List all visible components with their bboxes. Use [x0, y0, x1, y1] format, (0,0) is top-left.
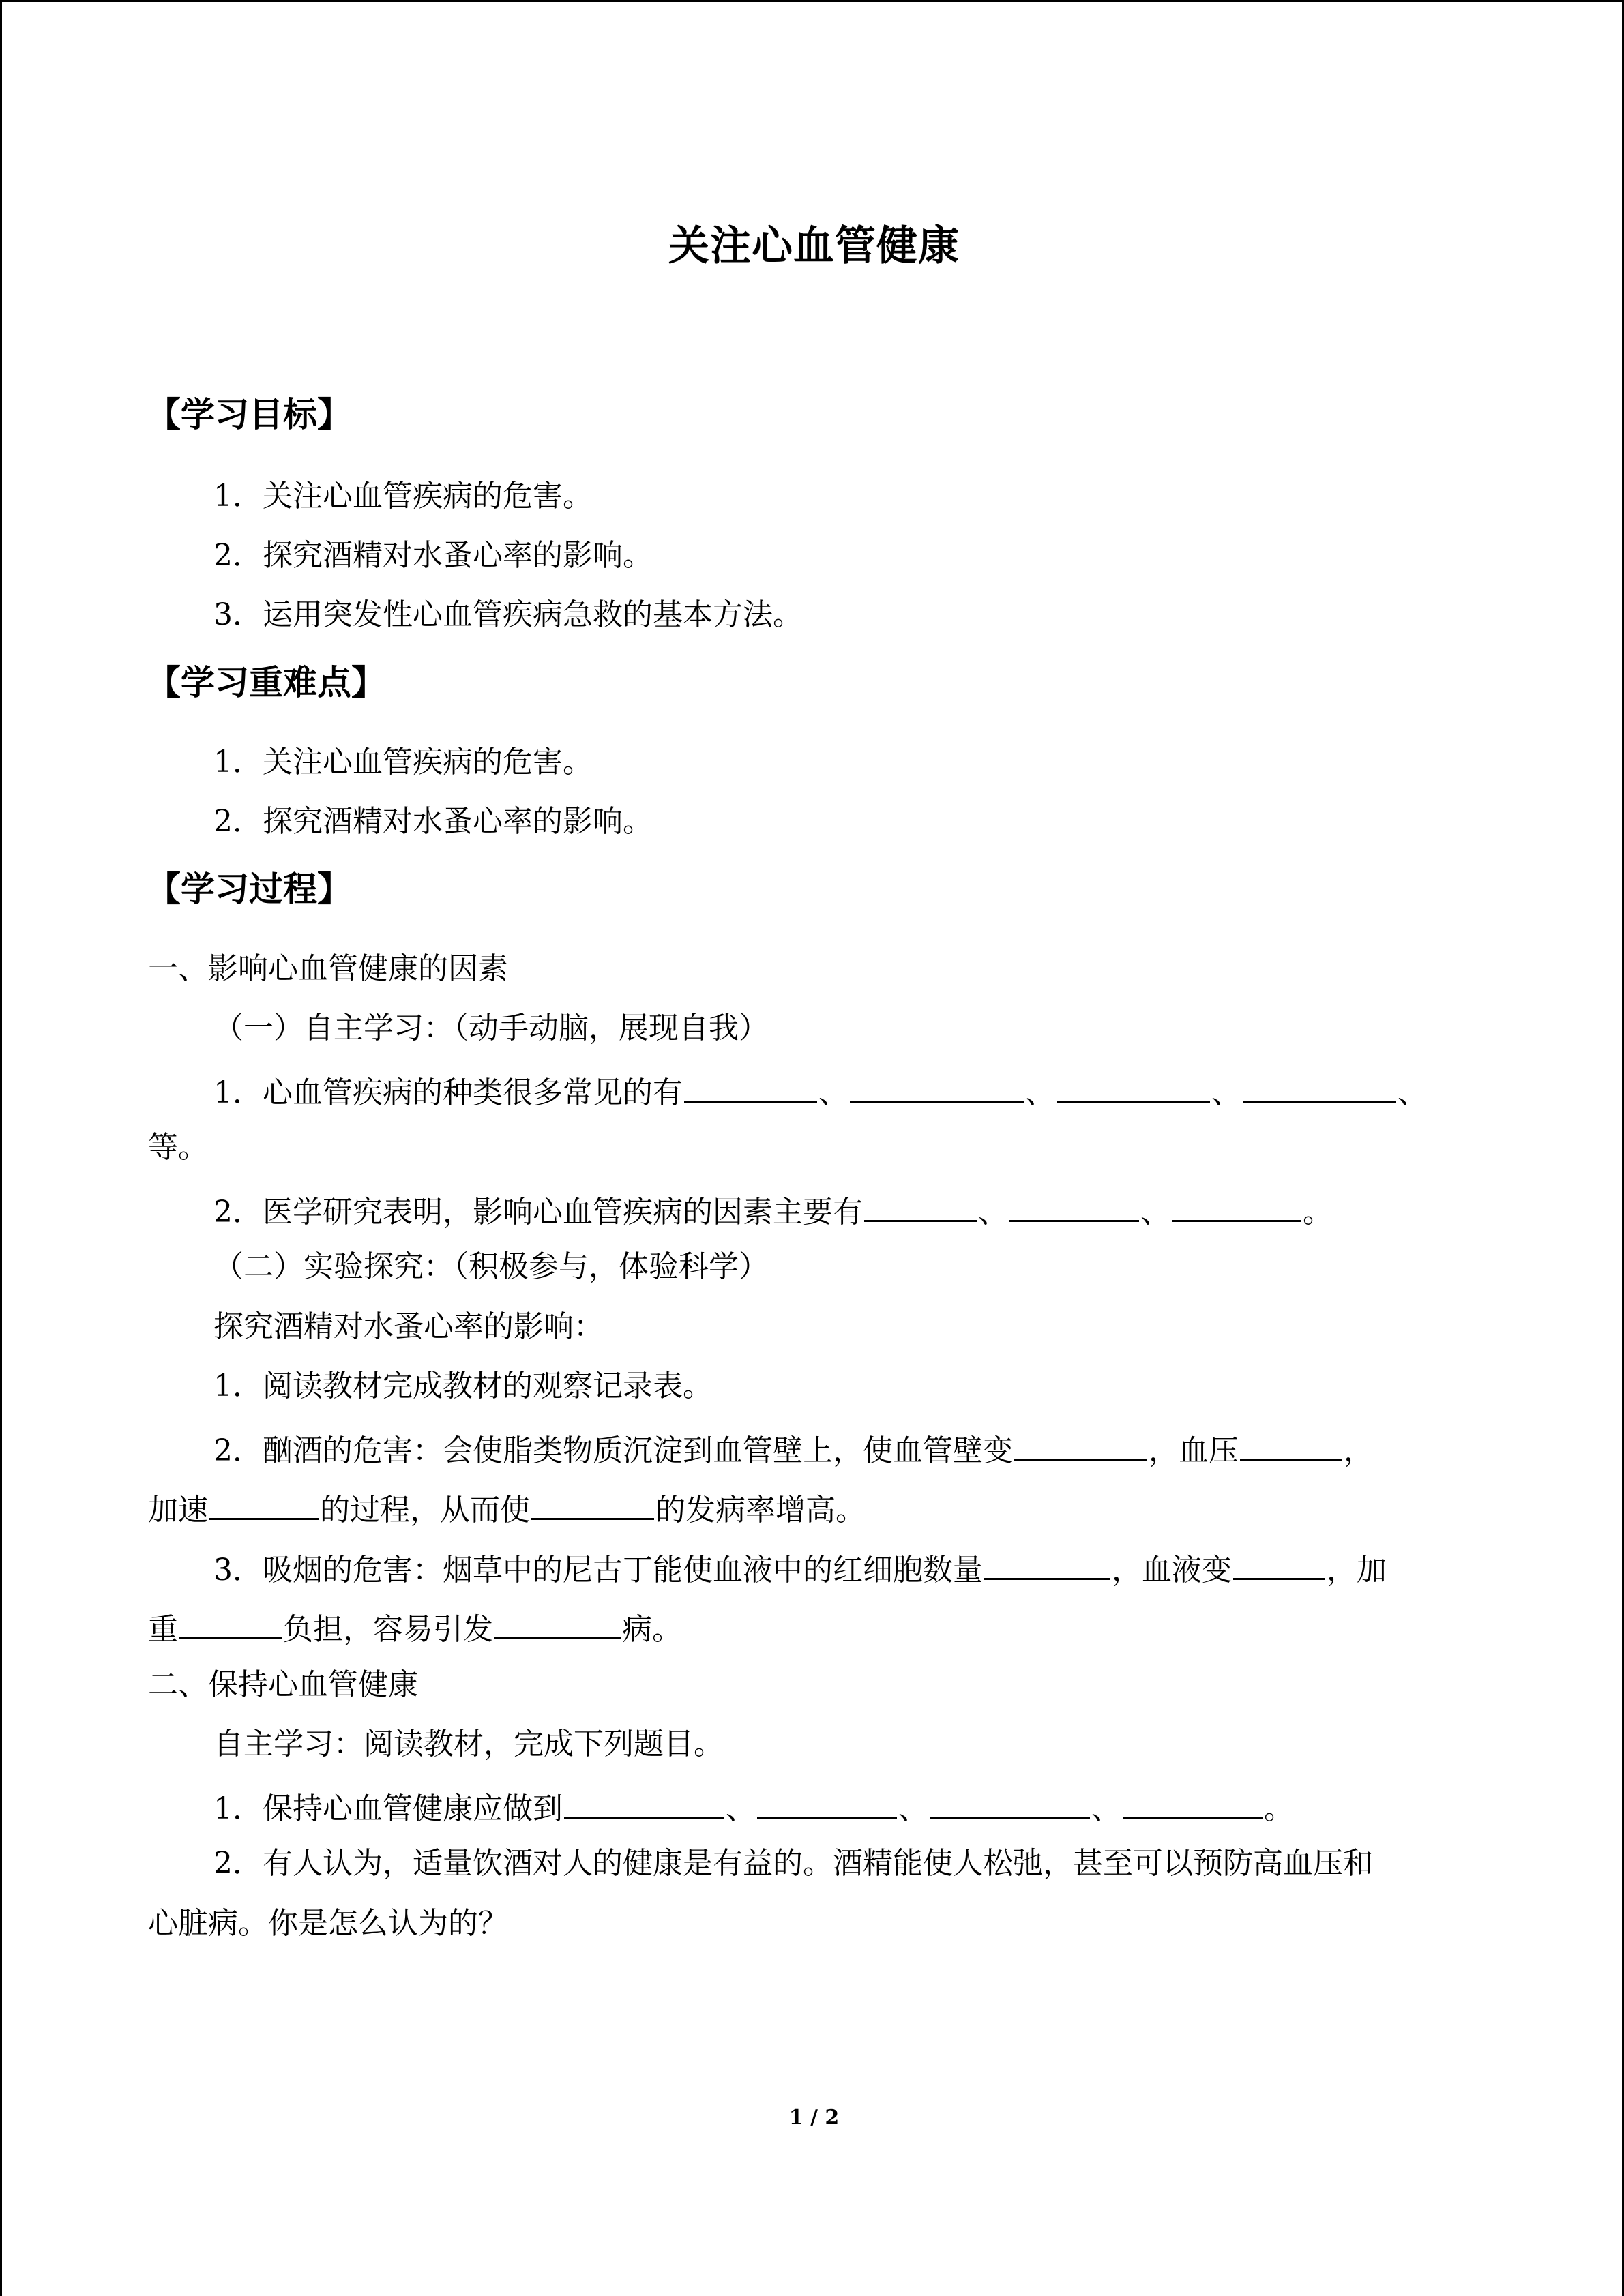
- question-1-end: 等。: [148, 1130, 208, 1165]
- answer-blank[interactable]: [531, 1491, 654, 1520]
- answer-blank[interactable]: [1172, 1193, 1301, 1222]
- separator: 、: [1025, 1075, 1055, 1110]
- separator: 、: [1211, 1075, 1241, 1110]
- part2-question-1-line: [213, 1789, 1294, 1824]
- experiment-item-2-line-1: [213, 1431, 1374, 1466]
- key-points-heading: 【学习重难点】: [147, 663, 385, 702]
- process-heading: 【学习过程】: [147, 869, 351, 909]
- experiment-item-1: 1．阅读教材完成教材的观察记录表。: [213, 1369, 713, 1403]
- answer-blank[interactable]: [179, 1610, 282, 1639]
- experiment-item-2-text: 的过程，从而使: [320, 1493, 530, 1527]
- experiment-item-2-text: 加速: [148, 1493, 208, 1527]
- experiment-item-3-text: 重: [148, 1612, 178, 1647]
- experiment-item-3-text: ，加: [1327, 1553, 1387, 1587]
- objective-item-2: 2．探究酒精对水蚤心率的影响。: [213, 538, 653, 573]
- question-1-text: 1．心血管疾病的种类很多常见的有: [213, 1075, 683, 1110]
- answer-blank[interactable]: [850, 1073, 1024, 1103]
- answer-blank[interactable]: [684, 1073, 817, 1103]
- experiment-item-3-line-1: [213, 1551, 1387, 1585]
- answer-blank[interactable]: [1014, 1431, 1147, 1461]
- answer-blank[interactable]: [209, 1491, 319, 1520]
- question-2-line: [213, 1193, 1333, 1227]
- experiment-item-3-line-2: [148, 1610, 682, 1645]
- answer-blank[interactable]: [1233, 1551, 1325, 1580]
- period: 。: [1303, 1195, 1333, 1229]
- answer-blank[interactable]: [984, 1551, 1110, 1580]
- experiment-item-2-text: 2．酗酒的危害：会使脂类物质沉淀到血管壁上，使血管壁变: [213, 1433, 1013, 1468]
- experiment-item-2-line-2: [148, 1491, 866, 1525]
- part1-subsection-2: （二）实验探究：（积极参与，体验科学）: [213, 1249, 769, 1284]
- answer-blank[interactable]: [930, 1789, 1090, 1819]
- part2-title: 二、保持心血管健康: [148, 1667, 418, 1702]
- part2-intro: 自主学习：阅读教材，完成下列题目。: [213, 1727, 724, 1761]
- separator: 、: [898, 1791, 928, 1826]
- page-number: 1 / 2: [788, 2106, 840, 2130]
- experiment-item-3-text: 病。: [622, 1612, 682, 1647]
- experiment-item-3-text: 3．吸烟的危害：烟草中的尼古丁能使血液中的红细胞数量: [213, 1553, 983, 1587]
- separator: 、: [1091, 1791, 1121, 1826]
- experiment-item-2-text: ，血压: [1149, 1433, 1239, 1468]
- separator: 、: [978, 1195, 1008, 1229]
- answer-blank[interactable]: [564, 1789, 724, 1819]
- answer-blank[interactable]: [1240, 1431, 1342, 1461]
- objective-item-3: 3．运用突发性心血管疾病急救的基本方法。: [213, 597, 803, 632]
- part2-question-2-line-1: 2．有人认为，适量饮酒对人的健康是有益的。酒精能使人松弛，甚至可以预防高血压和: [213, 1846, 1373, 1881]
- part2-question-1-text: 1．保持心血管健康应做到: [213, 1791, 563, 1826]
- answer-blank[interactable]: [1243, 1073, 1396, 1103]
- answer-blank[interactable]: [494, 1610, 621, 1639]
- separator: 、: [818, 1075, 848, 1110]
- question-1-line: [213, 1073, 1428, 1108]
- experiment-item-3-text: ，血液变: [1112, 1553, 1232, 1587]
- answer-blank[interactable]: [864, 1193, 977, 1222]
- part1-title: 一、影响心血管健康的因素: [148, 951, 508, 986]
- objectives-heading: 【学习目标】: [147, 395, 351, 434]
- answer-blank[interactable]: [1123, 1789, 1263, 1819]
- document-title: 关注心血管健康: [668, 222, 960, 270]
- answer-blank[interactable]: [1057, 1073, 1210, 1103]
- answer-blank[interactable]: [757, 1789, 897, 1819]
- separator: 、: [1140, 1195, 1170, 1229]
- separator: 、: [726, 1791, 756, 1826]
- key-point-item-1: 1．关注心血管疾病的危害。: [213, 745, 593, 779]
- objective-item-1: 1．关注心血管疾病的危害。: [213, 479, 593, 513]
- period: 。: [1264, 1791, 1294, 1826]
- key-point-item-2: 2．探究酒精对水蚤心率的影响。: [213, 804, 653, 839]
- experiment-item-2-text: 的发病率增高。: [655, 1493, 866, 1527]
- question-2-text: 2．医学研究表明，影响心血管疾病的因素主要有: [213, 1195, 863, 1229]
- experiment-intro: 探究酒精对水蚤心率的影响：: [213, 1309, 604, 1344]
- answer-blank[interactable]: [1009, 1193, 1139, 1222]
- comma: ，: [1344, 1433, 1374, 1468]
- separator: 、: [1398, 1075, 1428, 1110]
- experiment-item-3-text: 负担，容易引发: [283, 1612, 493, 1647]
- part2-question-2-line-2: 心脏病。你是怎么认为的？: [148, 1906, 508, 1941]
- part1-subsection-1: （一）自主学习：（动手动脑，展现自我）: [213, 1011, 769, 1045]
